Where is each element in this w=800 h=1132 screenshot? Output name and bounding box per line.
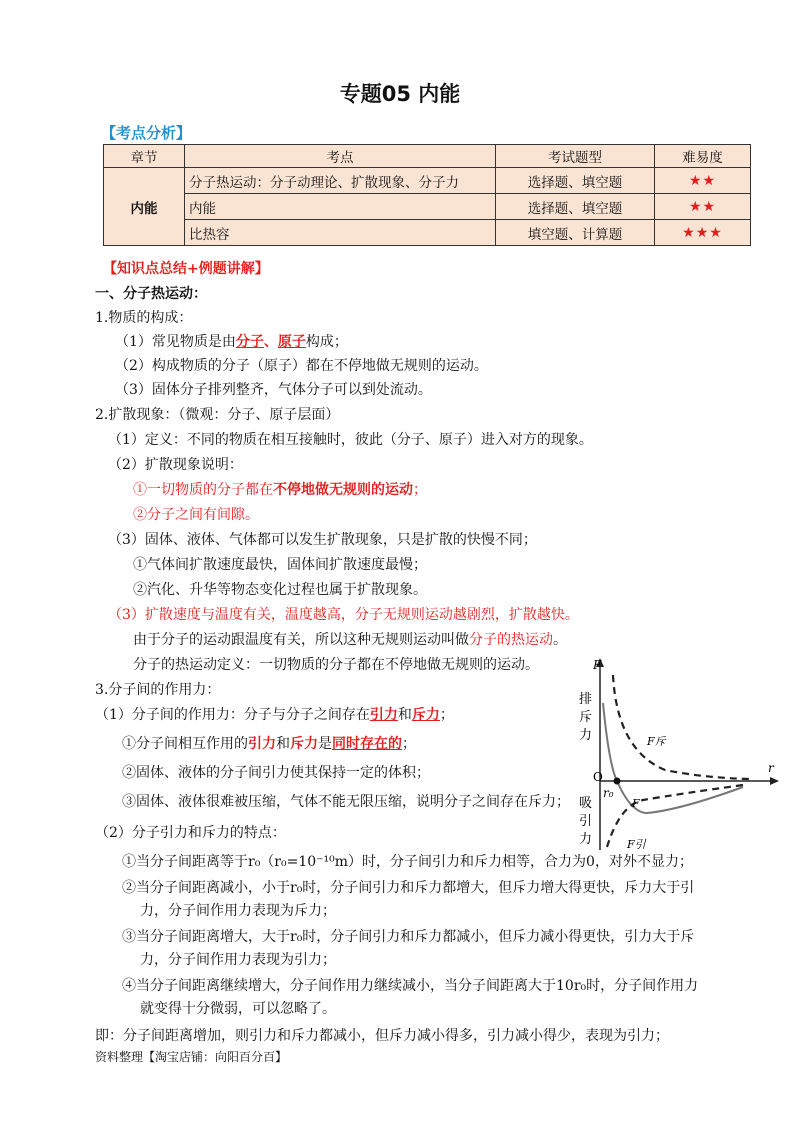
text: 和 bbox=[397, 707, 412, 723]
para-force-1b: ②固体、液体的分子间引力使其保持一定的体积； bbox=[122, 765, 430, 781]
text: 是 bbox=[318, 736, 332, 752]
topic-cell: 内能 bbox=[185, 194, 496, 220]
net-force-curve bbox=[603, 703, 743, 813]
type-cell: 选择题、填空题 bbox=[496, 194, 655, 220]
table-row bbox=[104, 220, 751, 246]
para-diffusion-4b: 分子的热运动定义：一切物质的分子都在不停地做无规则的运动。 bbox=[133, 657, 539, 673]
header-chapter: 章节 bbox=[104, 145, 185, 168]
exam-points-table bbox=[103, 144, 751, 246]
para-force-1c: ③固体、液体很难被压缩，气体不能无限压缩，说明分子之间存在斥力； bbox=[122, 794, 570, 810]
repulse-axis-label bbox=[579, 691, 596, 743]
topic-cell: 比热容 bbox=[185, 220, 496, 246]
text: 斥力 bbox=[290, 736, 318, 752]
text: 和 bbox=[276, 736, 290, 752]
text: ； bbox=[413, 482, 427, 498]
table-row bbox=[104, 168, 751, 194]
para-diffusion-3b: ②汽化、升华等物态变化过程也属于扩散现象。 bbox=[133, 582, 427, 598]
answer-fill: 同时存在 bbox=[332, 736, 388, 752]
text: 不停地做无规则的运动 bbox=[273, 482, 413, 498]
page-title: 专题05 内能 bbox=[339, 82, 461, 106]
para-structure-2: （2）构成物质的分子（原子）都在不停地做无规则的运动。 bbox=[115, 358, 488, 374]
attract-axis-label bbox=[579, 796, 596, 847]
text: 。 bbox=[553, 632, 567, 648]
y-axis-label: F bbox=[593, 658, 602, 672]
para-diffusion-4: （3）扩散速度与温度有关，温度越高，分子无规则运动越剧烈，扩散越快。 bbox=[108, 607, 579, 623]
text: ①一切物质的分子都在 bbox=[133, 482, 273, 498]
answer-fill: 斥力 bbox=[411, 707, 440, 723]
difficulty-stars: ★★ bbox=[655, 168, 751, 194]
summary-line: 即：分子间距离增加，则引力和斥力都减小，但斥力减小得多，引力减小得少，表现为引力； bbox=[95, 1028, 669, 1044]
para-structure: 1.物质的构成： bbox=[95, 310, 193, 326]
para-force-2d: ④当分子间距离继续增大，分子间作用力继续减小，当分子间距离大于10r₀时，分子间作用力 bbox=[122, 978, 699, 994]
para-force: 3.分子间的作用力： bbox=[95, 682, 221, 698]
text: ①分子间相互作用的 bbox=[122, 736, 248, 752]
para-force-2b: ②当分子间距离减小，小于r₀时，分子间引力和斥力都增大，但斥力增大得更快，斥力大于引 bbox=[122, 880, 695, 896]
text: 由于分子的运动跟温度有关，所以这种无规则运动叫做 bbox=[133, 632, 469, 648]
topic-cell: 分子热运动：分子动理论、扩散现象、分子力 bbox=[185, 168, 496, 194]
type-cell: 选择题、填空题 bbox=[496, 168, 655, 194]
para-diffusion-2: （2）扩散现象说明： bbox=[108, 457, 243, 473]
para-structure-1 bbox=[115, 331, 348, 351]
para-diffusion-4a bbox=[133, 629, 567, 649]
answer-fill: 原子 bbox=[277, 334, 306, 350]
para-force-2a: ①当分子间距离等于r₀（r₀=10⁻¹⁰m）时，分子间引力和斥力相等，合力为0，对外不显力； bbox=[122, 854, 693, 870]
f-attract-label: F引 bbox=[627, 838, 646, 851]
difficulty-stars: ★★★ bbox=[655, 220, 751, 246]
para-force-2c: ③当分子间距离增大，大于r₀时，分子间引力和斥力都减小，但斥力减小得更快，引力大于斥 bbox=[122, 929, 695, 945]
para-force-1a bbox=[122, 733, 416, 753]
origin-label: O bbox=[593, 770, 603, 784]
text: 、 bbox=[263, 334, 278, 350]
f-net-label: F bbox=[632, 797, 640, 810]
f-repulse-label: F斥 bbox=[647, 735, 666, 748]
para-force-2: （2）分子引力和斥力的特点： bbox=[95, 825, 286, 841]
answer-fill: 分子 bbox=[235, 334, 264, 350]
x-axis-arrow-icon bbox=[770, 777, 779, 785]
answer-fill: 引力 bbox=[369, 707, 398, 723]
text: 构成； bbox=[305, 334, 348, 350]
answer-fill: 的 bbox=[388, 736, 402, 752]
section-analysis-heading: 【考点分析】 bbox=[101, 124, 192, 142]
attract-char-2: 引 bbox=[579, 814, 593, 829]
text: ； bbox=[439, 707, 454, 723]
text: （1）分子间的作用力：分子与分子之间存在 bbox=[95, 707, 370, 723]
para-diffusion-1: （1）定义：不同的物质在相互接触时，彼此（分子、原子）进入对方的现象。 bbox=[108, 432, 593, 448]
x-axis-label: r bbox=[768, 761, 774, 775]
para-diffusion-3: （3）固体、液体、气体都可以发生扩散现象，只是扩散的快慢不同； bbox=[108, 532, 537, 548]
text: 引力 bbox=[248, 736, 276, 752]
difficulty-stars: ★★ bbox=[655, 194, 751, 220]
table-header-row bbox=[104, 145, 751, 168]
attract-char-1: 吸 bbox=[579, 796, 593, 811]
text: ； bbox=[402, 736, 416, 752]
header-topic: 考点 bbox=[185, 145, 496, 168]
attract-char-3: 力 bbox=[579, 832, 593, 847]
para-diffusion: 2.扩散现象：（微观：分子、原子层面） bbox=[95, 407, 340, 423]
text: 分子的热运动 bbox=[469, 632, 553, 648]
text: （1）常见物质是由 bbox=[115, 334, 236, 350]
para-diffusion-2b: ②分子之间有间隙。 bbox=[133, 507, 259, 523]
para-diffusion-3a: ①气体间扩散速度最快，固体间扩散速度最慢； bbox=[133, 557, 427, 573]
header-type: 考试题型 bbox=[496, 145, 655, 168]
table-row bbox=[104, 194, 751, 220]
repulse-char-1: 排 bbox=[579, 692, 593, 707]
para-force-2b-cont: 力，分子间作用力表现为斥力； bbox=[140, 903, 336, 919]
repulse-char-2: 斥 bbox=[579, 710, 593, 725]
repulsion-curve bbox=[613, 675, 750, 779]
section-summary-heading: 【知识点总结+例题讲解】 bbox=[103, 261, 269, 277]
r0-point bbox=[614, 778, 621, 785]
header-difficulty: 难易度 bbox=[655, 145, 751, 168]
para-diffusion-2a bbox=[133, 479, 427, 499]
para-force-2c-cont: 力，分子间作用力表现为引力； bbox=[140, 952, 336, 968]
molecular-force-graph bbox=[565, 655, 780, 855]
type-cell: 填空题、计算题 bbox=[496, 220, 655, 246]
footer-note: 资料整理【淘宝店铺：向阳百分百】 bbox=[95, 1050, 288, 1064]
para-force-1 bbox=[95, 704, 454, 724]
chapter-cell: 内能 bbox=[104, 168, 185, 246]
r0-label: r₀ bbox=[603, 786, 614, 800]
para-force-2d-cont: 就变得十分微弱，可以忽略了。 bbox=[140, 1001, 336, 1017]
para-structure-3: （3）固体分子排列整齐，气体分子可以到处流动。 bbox=[115, 382, 432, 398]
heading-molecular-motion: 一、分子热运动： bbox=[95, 286, 207, 302]
repulse-char-3: 力 bbox=[579, 728, 593, 743]
